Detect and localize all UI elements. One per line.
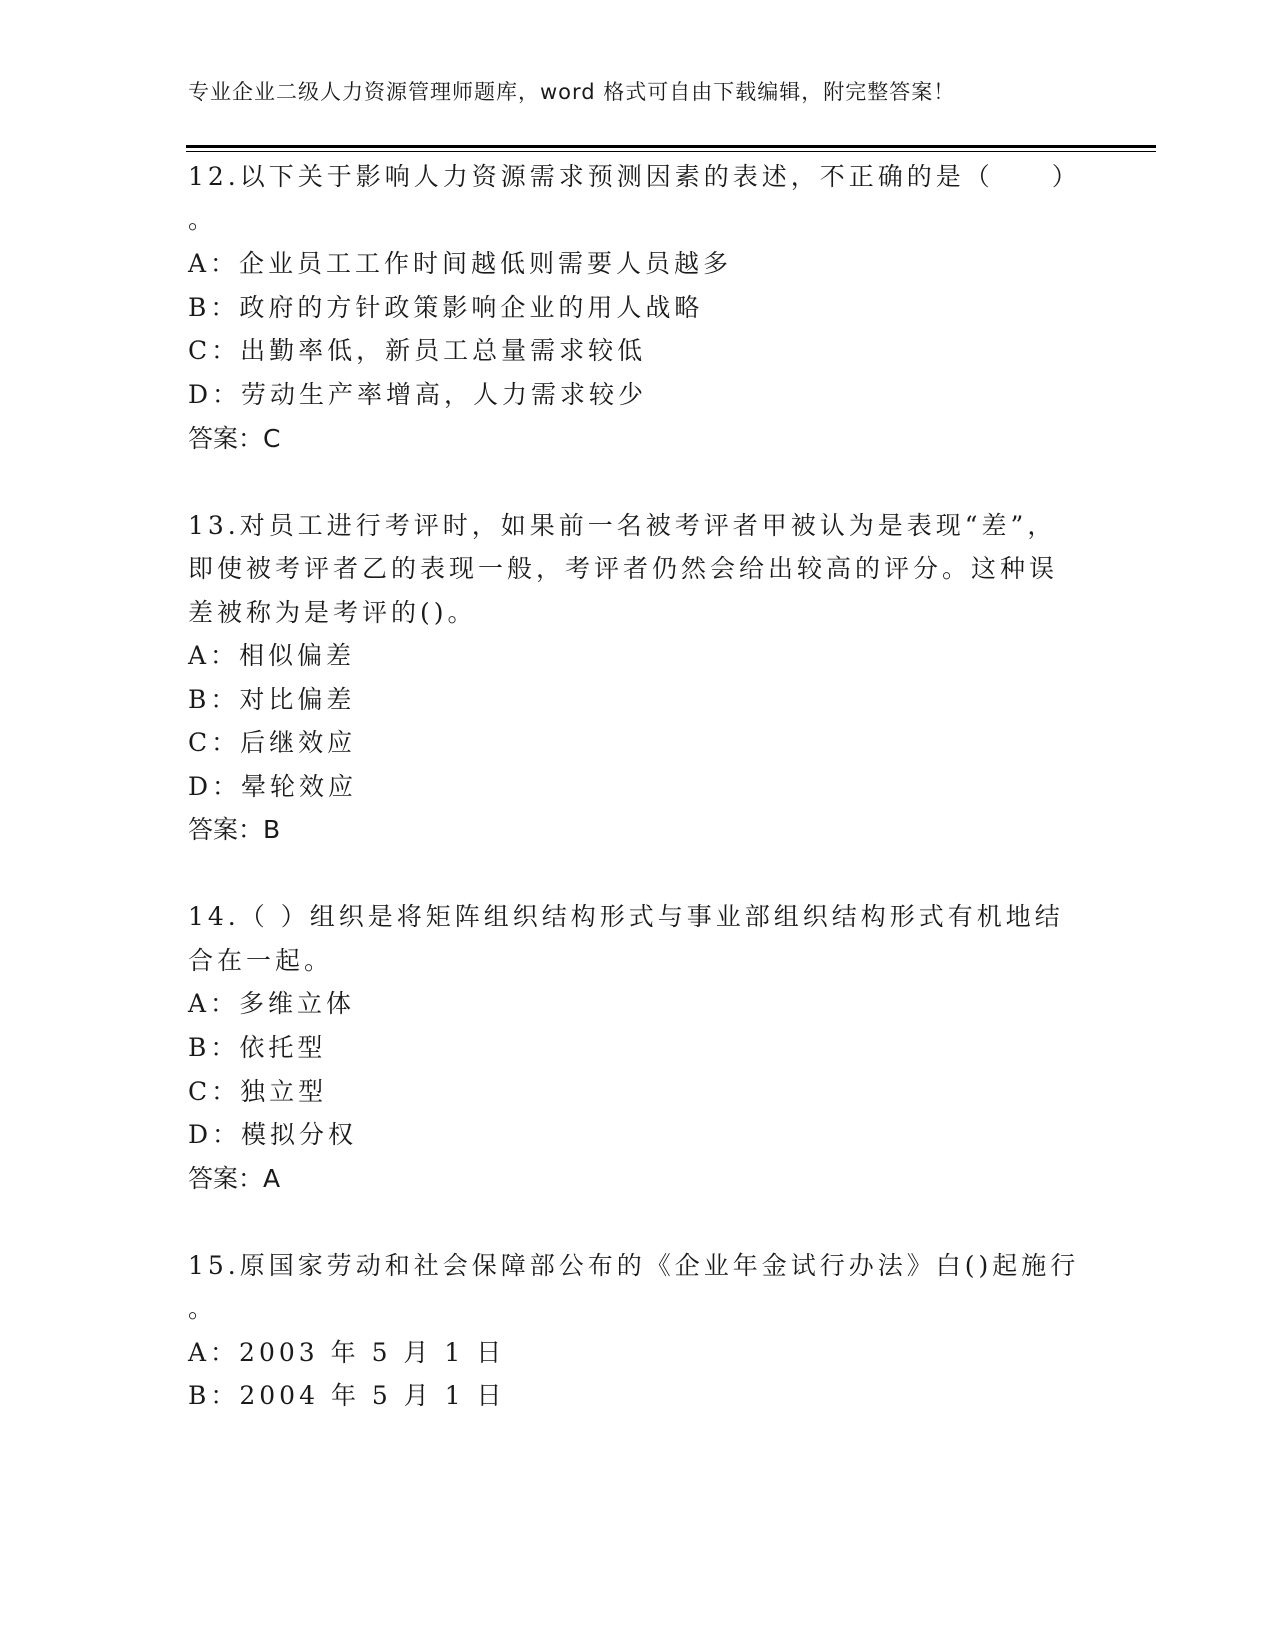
question-stem-line: 。 bbox=[188, 1294, 218, 1323]
option-d: D：模拟分权 bbox=[188, 1120, 358, 1149]
option-b: B：政府的方针政策影响企业的用人战略 bbox=[188, 293, 704, 322]
question-stem-line: 14.（ ）组织是将矩阵组织结构形式与事业部组织结构形式有机地结 bbox=[188, 902, 1064, 931]
question-stem-line: 合在一起。 bbox=[188, 946, 334, 975]
option-a: A：企业员工工作时间越低则需要人员越多 bbox=[188, 249, 733, 278]
question-stem-line: 。 bbox=[188, 205, 218, 234]
header-rule-thick bbox=[186, 145, 1156, 148]
answer-label: 答案：C bbox=[188, 424, 281, 453]
question-stem-line: 差被称为是考评的()。 bbox=[188, 598, 477, 627]
option-a: A：2003 年 5 月 1 日 bbox=[188, 1338, 506, 1367]
option-c: C：出勤率低，新员工总量需求较低 bbox=[188, 336, 647, 365]
page-header: 专业企业二级人力资源管理师题库，word 格式可自由下载编辑，附完整答案！ bbox=[188, 80, 956, 104]
question-stem-line: 13.对员工进行考评时，如果前一名被考评者甲被认为是表现“差”， bbox=[188, 511, 1057, 540]
answer-label: 答案：A bbox=[188, 1164, 281, 1193]
question-stem-line: 12.以下关于影响人力资源需求预测因素的表述，不正确的是（ ） bbox=[188, 162, 1081, 191]
option-a: A：相似偏差 bbox=[188, 641, 356, 670]
header-rule-thin bbox=[186, 151, 1156, 152]
option-b: B：依托型 bbox=[188, 1033, 327, 1062]
option-c: C：独立型 bbox=[188, 1077, 328, 1106]
option-c: C：后继效应 bbox=[188, 728, 357, 757]
question-stem-line: 15.原国家劳动和社会保障部公布的《企业年金试行办法》白()起施行 bbox=[188, 1251, 1080, 1280]
question-stem-line: 即使被考评者乙的表现一般，考评者仍然会给出较高的评分。这种误 bbox=[188, 554, 1059, 583]
option-b: B：2004 年 5 月 1 日 bbox=[188, 1381, 506, 1410]
option-d: D：劳动生产率增高，人力需求较少 bbox=[188, 380, 648, 409]
option-b: B：对比偏差 bbox=[188, 685, 356, 714]
option-a: A：多维立体 bbox=[188, 989, 356, 1018]
option-d: D：晕轮效应 bbox=[188, 772, 358, 801]
answer-label: 答案：B bbox=[188, 815, 281, 844]
